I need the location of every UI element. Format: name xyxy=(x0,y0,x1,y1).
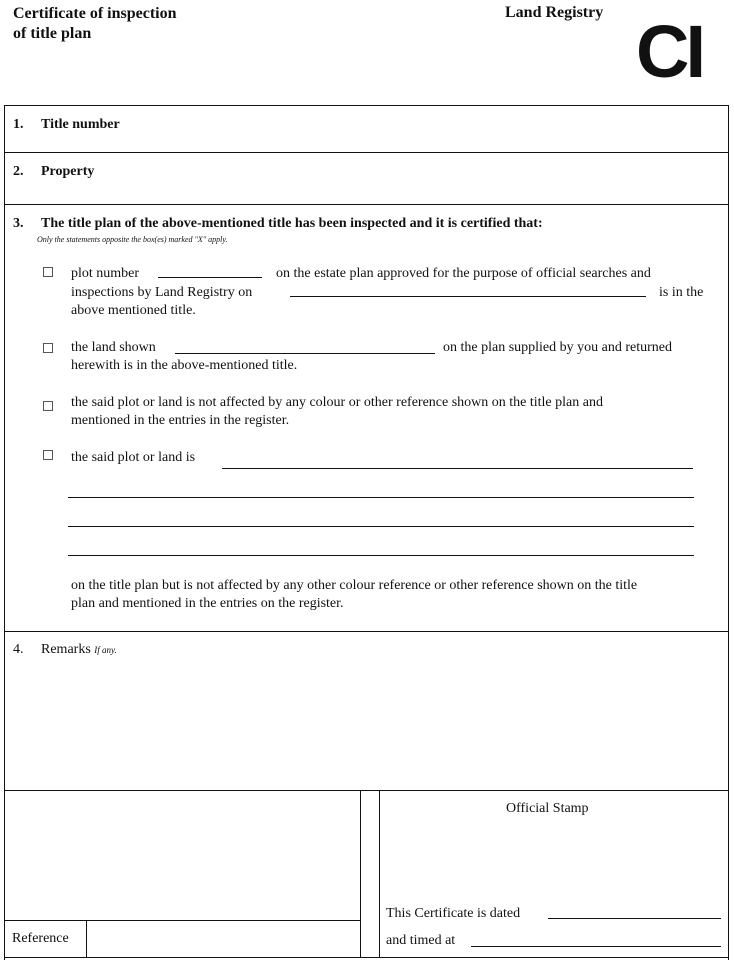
option-4-text-a: the said plot or land is xyxy=(71,450,196,465)
form-code: CI xyxy=(636,10,702,93)
option-1-text-a: plot number xyxy=(71,266,140,281)
frame-right xyxy=(728,105,729,960)
option-4-text-end2: plan and mentioned in the entries on the register. xyxy=(71,596,344,611)
option-4-text-end1: on the title plan but is not affected by any other colour reference or other reference shown on the title xyxy=(71,578,638,593)
section-1-number: 1. xyxy=(13,117,24,132)
reference-top-line xyxy=(4,920,361,921)
section-3-heading: The title plan of the above-mentioned title has been inspected and it is certified that: xyxy=(41,216,543,231)
option-4-line-4[interactable] xyxy=(68,555,694,556)
divider-4 xyxy=(4,790,729,791)
remarks-label xyxy=(41,641,117,659)
plot-number-field[interactable] xyxy=(158,277,262,278)
reference-field[interactable] xyxy=(88,922,358,956)
reference-label: Reference xyxy=(12,931,69,946)
section-3-number: 3. xyxy=(13,216,24,231)
option-1-text-c: inspections by Land Registry on xyxy=(71,285,253,300)
timed-at-label: and timed at xyxy=(386,933,456,948)
section-4-number: 4. xyxy=(13,642,24,657)
option-4-line-2[interactable] xyxy=(68,497,694,498)
option-4-checkbox[interactable] xyxy=(43,450,53,460)
section-2-number: 2. xyxy=(13,164,24,179)
option-2-text-a: the land shown xyxy=(71,340,156,355)
remarks-label-note: If any. xyxy=(94,645,117,655)
official-stamp-area xyxy=(385,822,723,902)
land-shown-field[interactable] xyxy=(175,353,435,354)
option-3-checkbox[interactable] xyxy=(43,401,53,411)
option-1-text-d: is in the xyxy=(659,285,704,300)
form-title-line1: Certificate of inspection xyxy=(13,5,177,22)
option-2-text-c: herewith is in the above-mentioned title. xyxy=(71,358,298,373)
certificate-dated-label: This Certificate is dated xyxy=(386,906,521,921)
form-title xyxy=(13,4,177,44)
frame-left xyxy=(4,105,5,960)
section-3-note: Only the statements opposite the box(es) marked "X" apply. xyxy=(37,235,228,244)
remarks-field[interactable] xyxy=(8,660,724,786)
option-2-checkbox[interactable] xyxy=(43,343,53,353)
certificate-date-field[interactable] xyxy=(548,918,721,919)
divider-1 xyxy=(4,152,729,153)
divider-3 xyxy=(4,631,729,632)
option-1-text-e: above mentioned title. xyxy=(71,303,196,318)
official-stamp-label: Official Stamp xyxy=(506,801,589,816)
remarks-label-text: Remarks xyxy=(41,642,91,657)
option-1-checkbox[interactable] xyxy=(43,267,53,277)
title-number-label: Title number xyxy=(41,117,120,132)
approval-date-field[interactable] xyxy=(290,296,646,297)
footer-divider-a xyxy=(360,790,361,958)
option-3-text-b: mentioned in the entries in the register. xyxy=(71,413,290,428)
option-2-text-b: on the plan supplied by you and returned xyxy=(443,340,673,355)
registry-name: Land Registry xyxy=(505,4,604,21)
divider-2 xyxy=(4,204,729,205)
frame-top xyxy=(4,105,729,106)
frame-bottom xyxy=(4,957,729,958)
option-4-line-1[interactable] xyxy=(222,468,693,469)
footer-divider-b xyxy=(379,790,380,958)
reference-divider xyxy=(86,920,87,958)
option-4-line-3[interactable] xyxy=(68,526,694,527)
property-label: Property xyxy=(41,164,95,179)
form-title-line2: of title plan xyxy=(13,25,92,42)
option-1-text-b: on the estate plan approved for the purpose of official searches and xyxy=(276,266,651,281)
option-3-text-a: the said plot or land is not affected by any colour or other reference shown on the title plan and xyxy=(71,395,603,410)
timed-at-field[interactable] xyxy=(471,946,721,947)
